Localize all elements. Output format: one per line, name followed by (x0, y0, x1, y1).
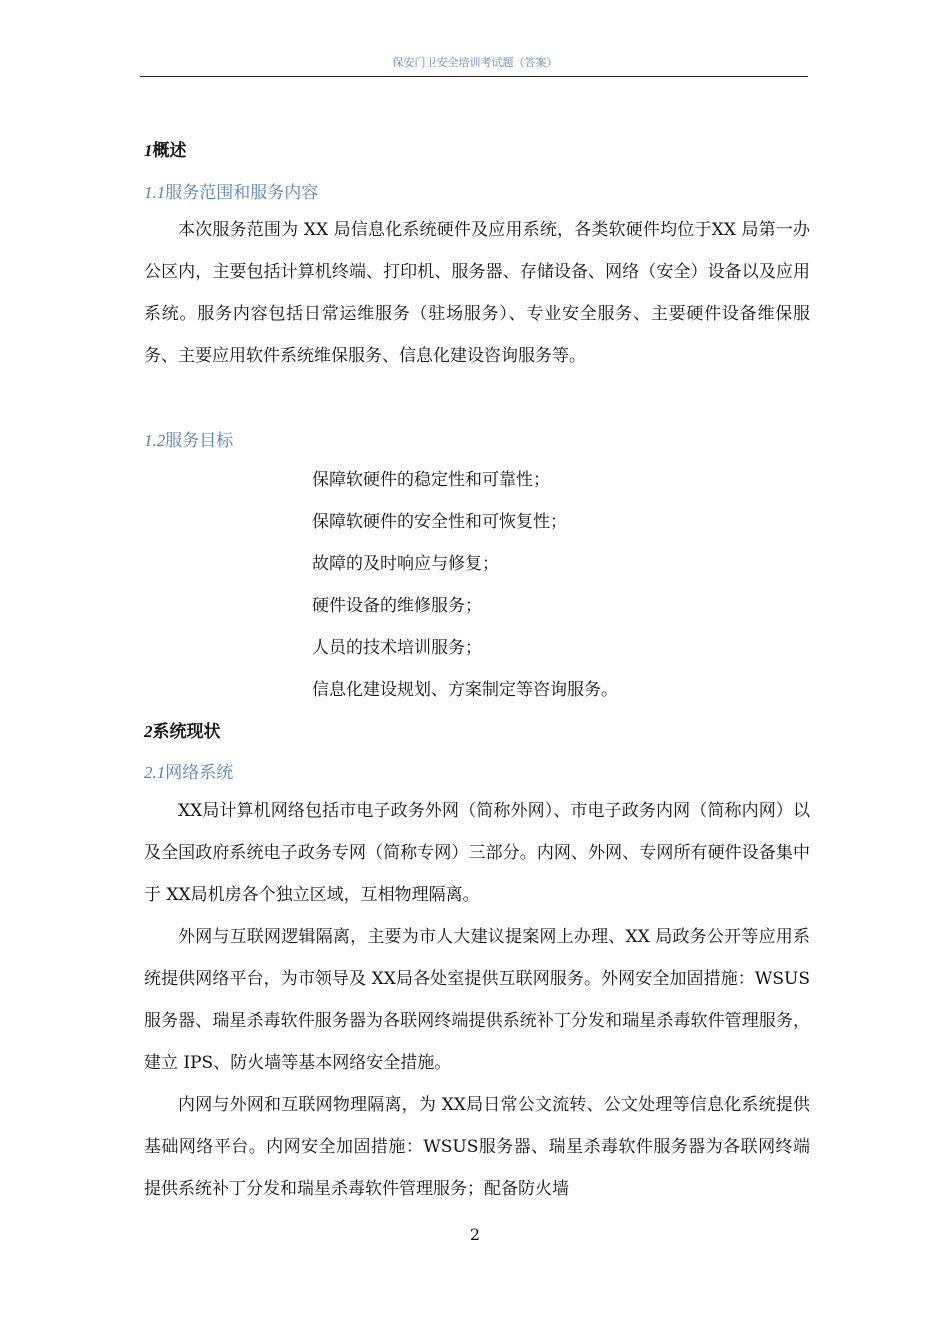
paragraph-service-scope: 本次服务范围为 XX 局信息化系统硬件及应用系统，各类软硬件均位于XX 局第一办公区内，主要包括计算机终端、打印机、服务器、存储设备、网络（安全）设备以及应用系统。服务内容包括日常运维服务（驻场服务）、专业安全服务、主要硬件设备维保服务、主要应用软件系统维保服务、信息化建设咨询服务等。 (144, 220, 810, 366)
service-goals-list (312, 459, 618, 711)
list-item: 保障软硬件的安全性和可恢复性； (312, 512, 567, 532)
section-title: 概述 (152, 141, 187, 161)
subsection-title: 网络系统 (165, 763, 234, 783)
list-item: 信息化建设规划、方案制定等咨询服务。 (312, 680, 618, 700)
section-heading-1 (144, 136, 187, 161)
page-header-title: 保安门卫安全培训考试题（答案） (392, 56, 558, 69)
paragraph-network-overview: XX局计算机网络包括市电子政务外网（简称外网）、市电子政务内网（简称内网）以及全国政府系统电子政务专网（简称专网）三部分。内网、外网、专网所有硬件设备集中于 XX局机房各个独立区域，互相物理隔离。 (144, 801, 810, 905)
subsection-heading-1-2 (144, 426, 233, 451)
subsection-number: 1.1 (144, 183, 166, 202)
list-item: 故障的及时响应与修复； (312, 554, 499, 574)
subsection-number: 2.1 (144, 763, 166, 782)
header-rule (140, 76, 808, 77)
subsection-heading-2-1 (144, 758, 233, 783)
subsection-heading-1-1 (144, 178, 318, 203)
section-number: 2 (144, 722, 153, 741)
subsection-title: 服务范围和服务内容 (165, 183, 319, 203)
paragraph-internal-network: 内网与外网和互联网物理隔离，为 XX局日常公文流转、公文处理等信息化系统提供基础网络平台。内网安全加固措施：WSUS服务器、瑞星杀毒软件服务器为各联网终端提供系统补丁分发和瑞星杀毒软件管理服务；配备防火墙 (144, 1095, 810, 1199)
list-item: 保障软硬件的稳定性和可靠性； (312, 470, 550, 490)
paragraph-external-network: 外网与互联网逻辑隔离，主要为市人大建议提案网上办理、XX 局政务公开等应用系统提供网络平台，为市领导及 XX局各处室提供互联网服务。外网安全加固措施：WSUS服务器、瑞星杀毒软件服务器为各联网终端提供系统补丁分发和瑞星杀毒软件管理服务，建立 IPS、防火墙等基本网络安全措施。 (144, 927, 810, 1073)
section-heading-2 (144, 717, 221, 742)
section-title: 系统现状 (152, 722, 221, 742)
subsection-title: 服务目标 (165, 431, 234, 451)
subsection-number: 1.2 (144, 431, 166, 450)
page-number: 2 (469, 1225, 481, 1244)
section-number: 1 (144, 141, 153, 160)
list-item: 硬件设备的维修服务； (312, 596, 482, 616)
list-item: 人员的技术培训服务； (312, 638, 482, 658)
